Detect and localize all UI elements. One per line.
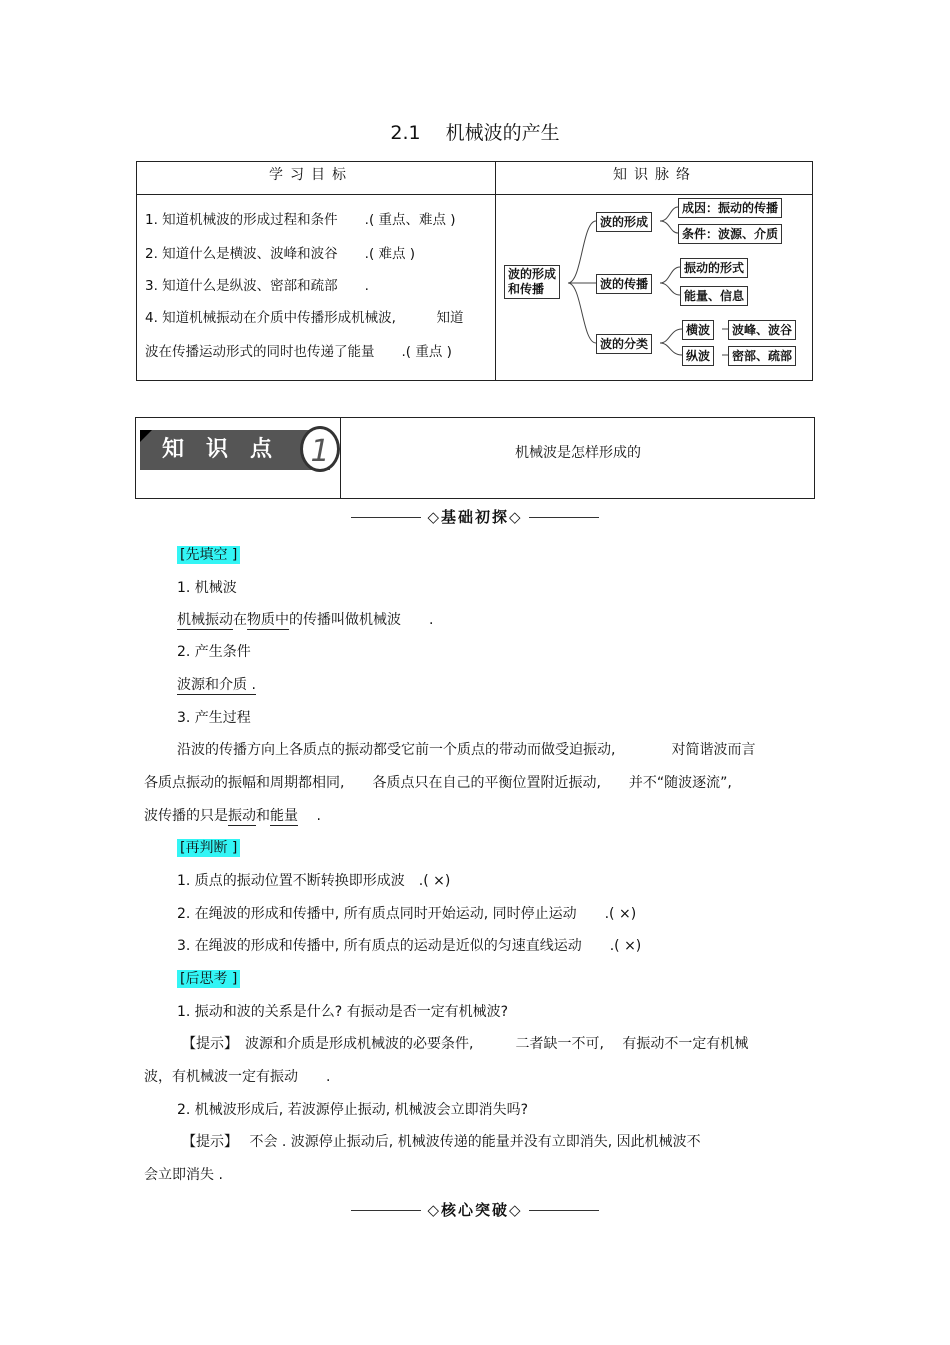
mind-map-branch: 波的分类	[596, 334, 652, 354]
judge-item: 1. 质点的振动位置不断转换即形成波 .( ×)	[177, 873, 451, 889]
section-title-basics	[0, 506, 950, 527]
table-header-objectives: 学习目标	[269, 167, 353, 183]
section-title-text: 核心突破	[440, 1201, 509, 1219]
think-answer: 会立即消失 .	[144, 1167, 223, 1183]
section-rule-right	[529, 517, 599, 518]
knowledge-point-heading: 机械波是怎样形成的	[515, 445, 641, 461]
judge-item: 3. 在绳波的形成和传播中, 所有质点的运动是近似的匀速直线运动 .( ×)	[177, 938, 642, 954]
mind-map-leaf: 横波	[682, 320, 714, 340]
objective-item: 1. 知道机械波的形成过程和条件 .( 重点、难点 )	[145, 212, 456, 228]
mind-map-branch: 波的传播	[596, 274, 652, 294]
badge-corner-mark	[140, 430, 152, 442]
mind-map-leaf: 成因：振动的传播	[678, 198, 782, 218]
fill-item-answer: 波源和介质 .	[177, 677, 256, 693]
objective-item: 3. 知道什么是纵波、密部和疏部 .	[145, 278, 369, 294]
tag-judge: [再判断 ]	[177, 837, 240, 857]
knowledge-point-banner	[135, 417, 815, 499]
mind-map-branch: 波的形成	[596, 212, 652, 232]
section-rule-left	[351, 1210, 421, 1211]
paragraph-line: 各质点振动的振幅和周期都相同, 各质点只在自己的平衡位置附近振动, 并不“随波逐流”,	[144, 775, 732, 791]
paragraph-line: 沿波的传播方向上各质点的振动都受它前一个质点的带动而做受迫振动, 对简谐波而言	[177, 742, 756, 758]
page-title: 2.1 机械波的产生	[390, 122, 560, 144]
tag-think: [后思考 ]	[177, 968, 240, 988]
think-answer: 波，有机械波一定有振动 .	[144, 1069, 331, 1085]
section-title-text: 基础初探	[440, 508, 509, 526]
mind-map-leaf: 振动的形式	[680, 258, 748, 278]
think-question: 2. 机械波形成后, 若波源停止振动, 机械波会立即消失吗?	[177, 1102, 529, 1118]
think-answer: 【提示】 波源和介质是形成机械波的必要条件, 二者缺一不可, 有振动不一定有机械	[182, 1036, 749, 1052]
section-rule-left	[351, 517, 421, 518]
mind-map-root: 波的形成 和传播	[504, 265, 560, 299]
objective-item: 4. 知道机械振动在介质中传播形成机械波, 知道	[145, 310, 464, 326]
objective-item: 波在传播运动形式的同时也传递了能量 .( 重点 )	[145, 344, 452, 360]
section-rule-right	[529, 1210, 599, 1211]
diamond-icon: ◇	[509, 1201, 523, 1219]
section-title-core	[0, 1199, 950, 1220]
mind-map-leaf: 条件：波源、介质	[678, 224, 782, 244]
fill-item-title: 3. 产生过程	[177, 710, 251, 726]
fill-item-title: 1. 机械波	[177, 580, 237, 596]
think-answer: 【提示】 不会 . 波源停止振动后, 机械波传递的能量并没有立即消失, 因此机械波不	[182, 1134, 701, 1150]
mind-map-subleaf: 密部、疏部	[728, 346, 796, 366]
fill-item-title: 2. 产生条件	[177, 644, 251, 660]
objective-item: 2. 知道什么是横波、波峰和波谷 .( 难点 )	[145, 246, 416, 262]
think-question: 1. 振动和波的关系是什么? 有振动是否一定有机械波?	[177, 1004, 509, 1020]
tag-fill-blank: [先填空 ]	[177, 544, 240, 564]
mind-map-leaf: 纵波	[682, 346, 714, 366]
diamond-icon: ◇	[427, 508, 441, 526]
mind-map-leaf: 能量、信息	[680, 286, 748, 306]
diamond-icon: ◇	[509, 508, 523, 526]
diamond-icon: ◇	[427, 1201, 441, 1219]
judge-item: 2. 在绳波的形成和传播中, 所有质点同时开始运动, 同时停止运动 .( ×)	[177, 906, 637, 922]
paragraph-line: 波传播的只是振动和能量 .	[144, 808, 321, 824]
fill-item-answer: 机械振动在物质中的传播叫做机械波 .	[177, 612, 434, 628]
knowledge-point-badge: 知识点	[140, 430, 330, 470]
mind-map-subleaf: 波峰、波谷	[728, 320, 796, 340]
table-header-knowledge-map: 知识脉络	[613, 167, 697, 183]
knowledge-point-number: 1	[300, 426, 340, 472]
knowledge-mind-map	[502, 193, 808, 373]
